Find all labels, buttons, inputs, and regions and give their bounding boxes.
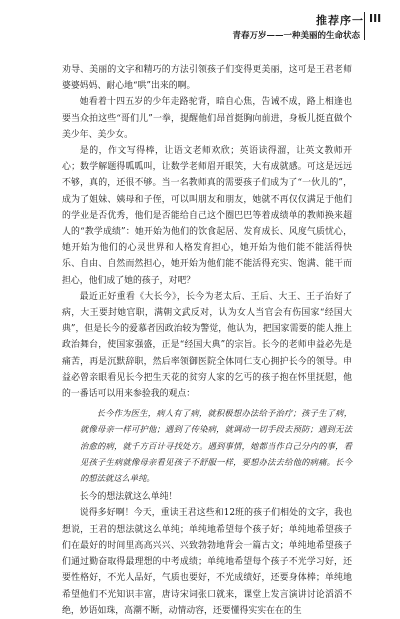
chapter-subtitle: 青春万岁——一种美丽的生命状态 [232,31,360,41]
paragraph-4: 最近正好重看《大长今》，长今为老太后、王后、大王、王子治好了病，大王要封她官职，满朝文武反对，认为女人当官会有伤国家“经国大典”，但是长今的爱慕者因政治较为警觉，他认为，把国家需要的能人推上政治舞台，使国家强盛，正是“经国大典”的宗旨。长今的老师申益必先是痛苦，再是沉默辞职，然后率领御医院全体同仁支心拥护长今的领导。申益必曾亲眼看见长今把生天花的贫穷人家的乞丐的孩子抱在怀里抚慰，他的一番话可以用来参验我的观点： [62,291,352,400]
paragraph-1: 劝导、美丽的文字和精巧的方法引领孩子们变得更美丽，这可是王君老师婆婆妈妈、耐心地“哄”出来的啊。 [62,65,352,92]
body-text [62,62,352,619]
paragraph-5: 长今的想法就这么单纯！ [79,492,178,503]
paragraph-2: 她看着十四五岁的少年走路驼背，暗自心焦，告诫不成，路上相逢也要当众拍这些“哥们儿”一拳，提醒他们昂首挺胸向前进，身板儿挺直做个美少年、美少女。 [62,97,352,140]
page-header [0,10,400,50]
paragraph-3: 是的，作文写得棒，让语文老师欢欣；英语读得溜，让英文教师开心；数学解题得呱呱叫，让数学老师眉开眼笑，大有成就感。可这是远远不够，真的，还很不够。当一名教师真的需要孩子们成为了“一伙儿的”，成为了姐妹、姨母和子侄，可以叫朋友和朋友，她就不再仅仅满足于他们的学业是否优秀，他们是否能给自己这个圈巴巴等着成绩单的教师换来超人的“教学成绩”：她开始为他们的饮食起居、发育成长、风度气质忧心，她开始为他们的心灵世界和人格发育担心，她开始为他们能不能活得快乐、自由、自然而然担心，她开始为他们能不能活得充实、饱满、能干而担心，他们成了她的孩子，对吧？ [62,146,352,286]
page-number: III [369,12,382,25]
block-quote: 长今作为医生，病人有了病，就积极想办法给予治疗；孩子生了病，就像母亲一样可护他；遇到了传染病，就调动一切手段去预防；遇到无法治愈的病，就千方百计寻找处方。遇到事情，她都当作自己分内的事，看见孩子生病就像母亲看见孩子不舒服一样，要想办法去给他的病痛。长今的想法就这么单纯。 [80,408,352,484]
header-divider [364,12,365,40]
paragraph-6: 说得多好啊！今天，重读王君这些和12班的孩子们相处的文字，我也想说，王君的想法就这么单纯；单纯地希望每个孩子好；单纯地希望孩子们在最好的时间里高高兴兴、兴致勃勃地背会一篇古文；单纯地希望孩子们通过勤奋取得最理想的中考成绩；单纯地希望每个孩子不光学习好，还要性格好，不光人品好，气质也要好，不光成绩好，还要身体棒；单纯地希望他们不光知识丰富，唐诗宋词张口就来，课堂上发言演讲讨论滔滔不绝，妙语如珠，高潮不断，动情动容，还要懂得实实在在的生 [62,508,352,616]
chapter-title: 推荐序一 [316,14,364,27]
